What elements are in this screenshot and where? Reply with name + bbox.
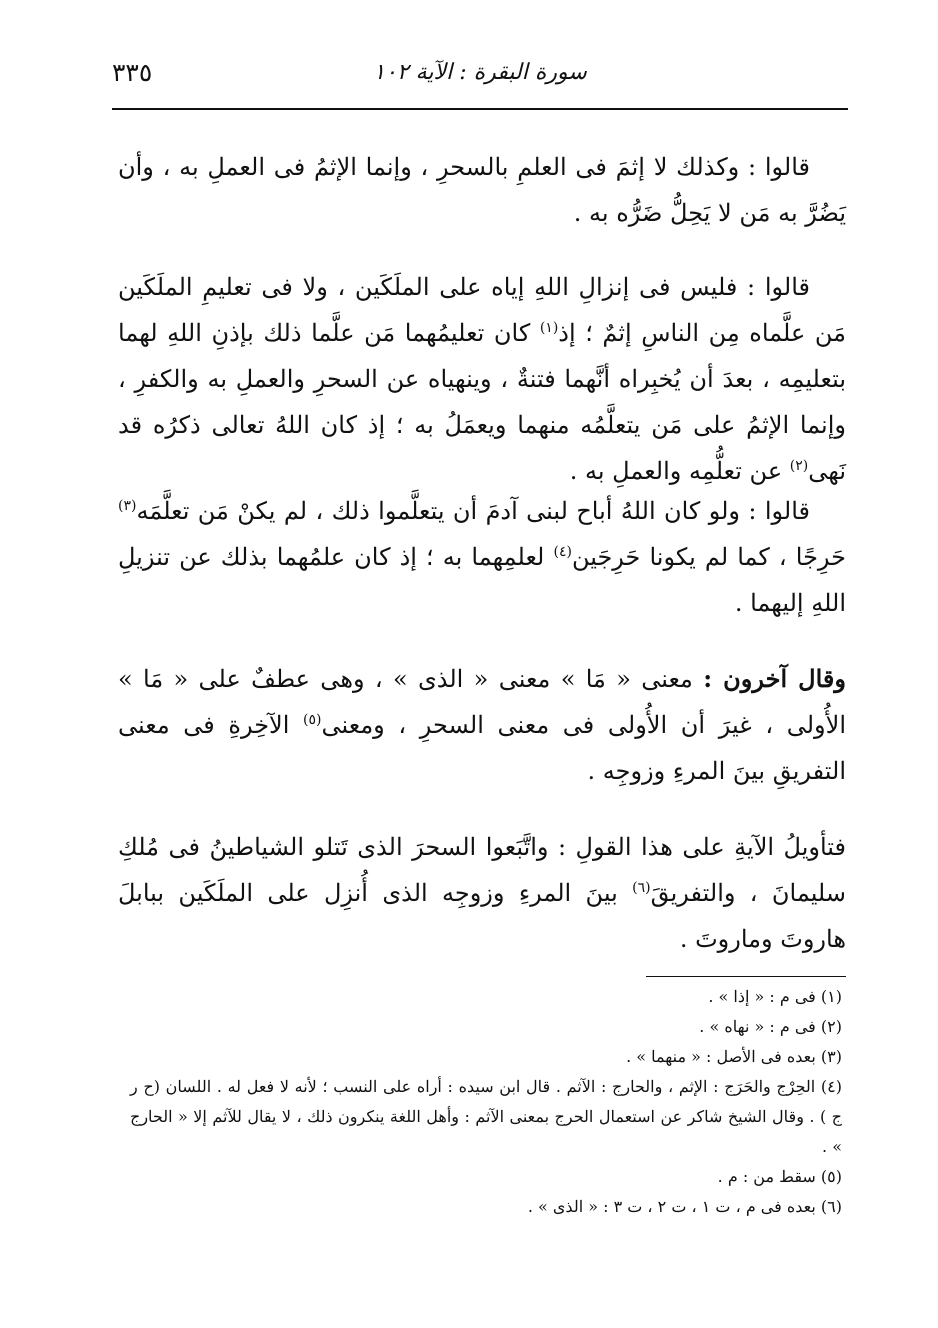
footnote-5: (٥) سقط من : م .: [717, 1167, 842, 1186]
paragraph-2-text: [118, 264, 846, 494]
footnote-marker-4: (٤): [553, 544, 572, 560]
paragraph-2: [118, 264, 846, 494]
footnote-6: (٦) بعده فى م ، ت ١ ، ت ٢ ، ت ٣ : « الذى » .: [527, 1197, 842, 1216]
paragraph-4-part-b: الآخِرةِ فى معنى التفريقِ بينَ المرءِ وزوجِه .: [118, 711, 846, 785]
page-number: ٣٣٥: [112, 58, 153, 87]
paragraph-3-part-a: قالوا : ولو كان اللهُ أباح لبنى آدمَ أن يتعلَّموا ذلك ، لم يكنْ مَن تعلَّمَه: [136, 497, 810, 525]
paragraph-2-part-c: عن تعلُّمِه والعملِ به .: [569, 457, 790, 485]
footnotes: [130, 982, 842, 1222]
paragraph-3: [118, 488, 846, 626]
paragraph-4-part-a: معنى « مَا » معنى « الذى » ، وهى عطفٌ على « مَا » الأُولى ، غيرَ أن الأُولى فى معنى السحرِ ، ومعنى: [118, 665, 846, 739]
header-rule: [112, 108, 848, 110]
paragraph-3-part-c: لعلمِهما به ؛ إذ كان علمُهما بذلك عن تنزيلِ اللهِ إليهما .: [118, 543, 846, 617]
paragraph-1: [118, 144, 846, 236]
paragraph-5-text: [118, 824, 846, 962]
footnote-3: (٣) بعده فى الأصل : « منهما » .: [626, 1047, 842, 1066]
paragraph-5-part-a: فتأويلُ الآيةِ على هذا القولِ : واتَّبَعوا السحرَ الذى تَتلو الشياطينُ فى مُلكِ سليمانَ ، والتفريقَ: [118, 833, 846, 907]
page-header: [112, 52, 848, 102]
footnote-marker-3: (٣): [118, 498, 137, 514]
footnote-1: (١) فى م : « إذا » .: [708, 987, 842, 1006]
running-title: سورة البقرة : الآية ١٠٢: [373, 60, 587, 85]
paragraph-5-part-b: بينَ المرءِ وزوجِه الذى أُنزِل على الملَكَين ببابلَ هاروتَ وماروتَ .: [118, 879, 846, 953]
footnote-marker-6: (٦): [632, 880, 651, 896]
paragraph-4: [118, 656, 846, 794]
footnote-4: (٤) الحِرْج والحَرَج : الإثم ، والحارج : الآثم . قال ابن سيده : أراه على النسب ؛ لأنه لا فعل له . اللسان (ح ر ج ) . وقال الشيخ شاكر عن استعمال الحرج بمعنى الآثم : وأهل اللغة ينكرون ذلك ، لا يقال للآثم إلا « الحارج » .: [130, 1077, 842, 1156]
paragraph-3-text: [118, 488, 846, 626]
paragraph-4-lead: وقال آخرون :: [703, 664, 846, 693]
paragraph-1-text: قالوا : وكذلك لا إثمَ فى العلمِ بالسحرِ ، وإنما الإثمُ فى العملِ به ، وأن يَضُرَّ به مَن لا يَحِلُّ ضَرُّه به .: [118, 153, 846, 227]
paragraph-2-part-a: قالوا : فليس فى إنزالِ اللهِ إياه على الملَكَين ، ولا فى تعليمِ الملَكَين مَن علَّماه مِن الناسِ إثمٌ ؛ إذ: [118, 273, 846, 347]
footnote-marker-1: (١): [539, 320, 559, 336]
footnote-marker-2: (٢): [789, 458, 809, 474]
footnote-2: (٢) فى م : « نهاه » .: [699, 1017, 842, 1036]
paragraph-2-part-b: كان تعليمُهما مَن علَّما ذلك بإذنِ اللهِ لهما بتعليمِه ، بعدَ أن يُخبِراه أنَّهما فتنةٌ ، وينهياه عن السحرِ والعملِ به والكفرِ ، وإنما الإثمُ على مَن يتعلَّمُه منهما ويعمَلُ به ؛ إذ كان اللهُ تعالى ذكرُه قد نَهى: [118, 319, 847, 485]
paragraph-5: [118, 824, 846, 962]
paragraph-4-text: [118, 656, 846, 794]
footnote-marker-5: (٥): [303, 712, 322, 728]
paragraph-3-part-b: حَرِجًا ، كما لم يكونا حَرِجَين: [571, 543, 846, 571]
footnote-separator: [646, 976, 846, 977]
